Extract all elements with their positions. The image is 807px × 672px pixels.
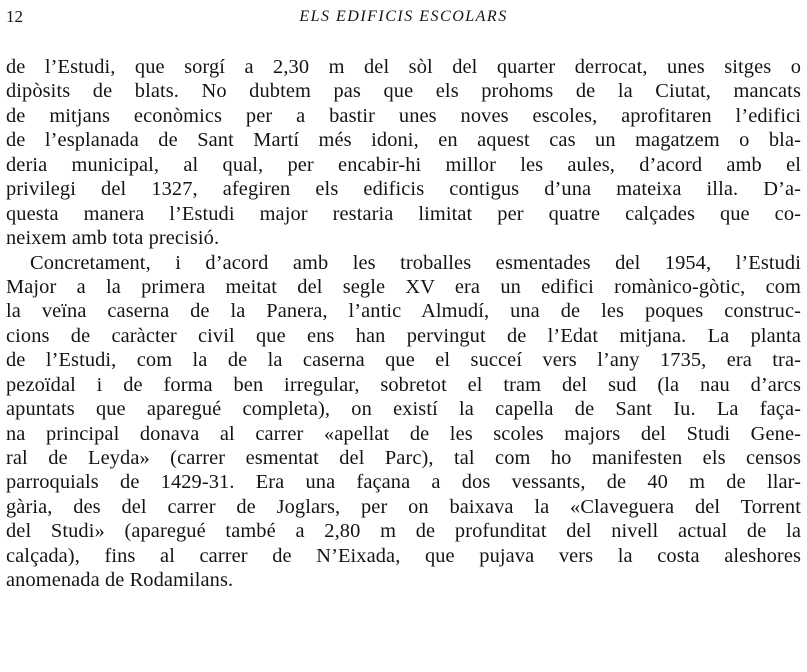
text-line: privilegi del 1327, afegiren els edificis contigus d’una mateixa illa. D’a- [6,178,801,201]
text-line: de l’esplanada de Sant Martí més idoni, en aquest cas un magatzem o bla- [6,129,801,152]
text-line: gària, des del carrer de Joglars, per on baixava la «Claveguera del Torrent [6,495,801,518]
text-line: questa manera l’Estudi major restaria limitat per quatre calçades que co- [6,202,801,225]
text-line: de l’Estudi, com la de la caserna que el succeí vers l’any 1735, era tra- [6,349,801,372]
page-header [6,6,801,28]
text-line: ral de Leyda» (carrer esmentat del Parc), tal com ho manifesten els censos [6,447,801,469]
text-line: de l’Estudi, que sorgí a 2,30 m del sòl del quarter derrocat, unes sitges o [6,56,801,78]
text-line: Major a la primera meitat del segle XV era un edifici romànico-gòtic, com [6,275,801,298]
text-line: parroquials de 1429-31. Era una façana a dos vessants, de 40 m de llar- [6,471,801,494]
text-line: anomenada de Rodamilans. [6,569,234,592]
running-title: ELS EDIFICIS ESCOLARS [299,8,508,25]
text-line: pezoïdal i de forma ben irregular, sobretot el tram del sud (la nau d’arcs [6,373,801,396]
text-line: apuntats que aparegué completa), on existí la capella de Sant Iu. La faça- [6,398,801,421]
text-line: la veïna caserna de la Panera, l’antic Almudí, una de les poques construc- [6,300,801,323]
text-line: de mitjans econòmics per a bastir unes noves escoles, aprofitaren l’edifici [6,104,801,127]
text-line: calçada), fins al carrer de N’Eixada, que pujava vers la costa aleshores [6,544,801,567]
text-line: del Studi» (aparegué també a 2,80 m de profunditat del nivell actual de la [6,520,801,543]
text-line: neixem amb tota precisió. [6,227,220,250]
page-number: 12 [6,7,23,26]
text-line: na principal donava al carrer «apellat de les scoles majors del Studi Gene- [6,422,801,445]
text-line: dipòsits de blats. No dubtem pas que els prohoms de la Ciutat, mancats [6,80,801,103]
text-line: Concretament, i d’acord amb les troballes esmentades del 1954, l’Estudi [30,251,801,274]
text-line: deria municipal, al qual, per encabir-hi millor les aules, d’acord amb el [6,153,801,176]
body-text [6,55,801,593]
text-line: cions de caràcter civil que ens han pervingut de l’Edat mitjana. La planta [6,324,801,347]
